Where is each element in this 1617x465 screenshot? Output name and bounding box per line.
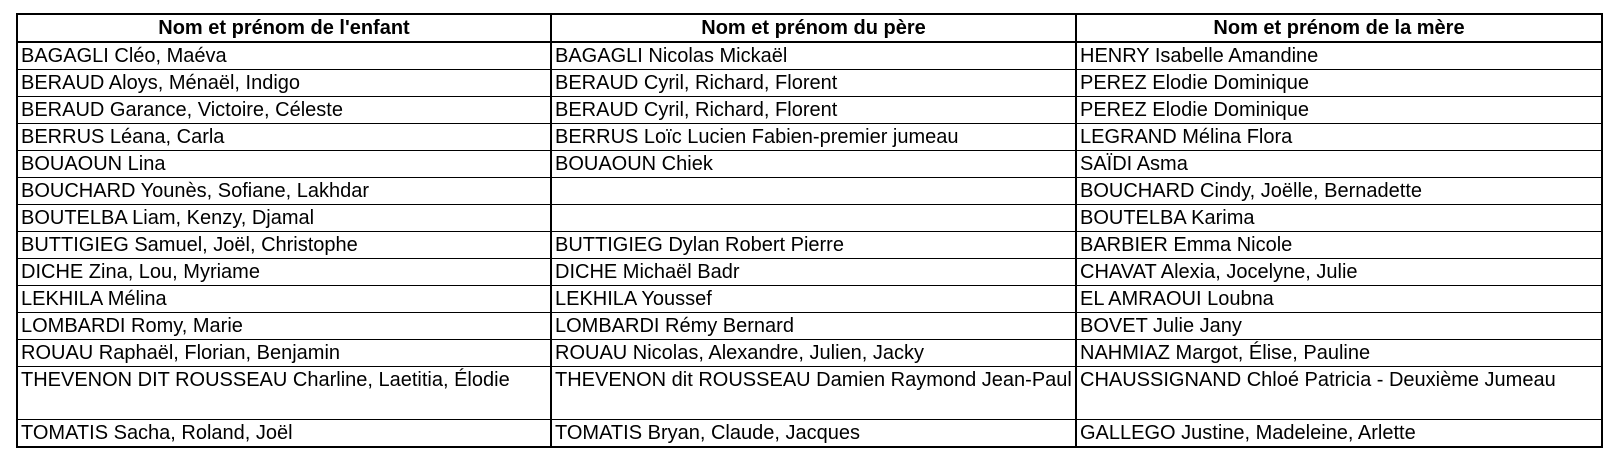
header-child-name: Nom et prénom de l'enfant	[17, 14, 551, 42]
child-name-cell: BERRUS Léana, Carla	[17, 124, 551, 151]
table-header-row	[17, 14, 1602, 42]
header-mother-name: Nom et prénom de la mère	[1076, 14, 1602, 42]
father-name-cell	[551, 178, 1076, 205]
mother-name-cell: BOUCHARD Cindy, Joëlle, Bernadette	[1076, 178, 1602, 205]
child-name-cell: LEKHILA Mélina	[17, 286, 551, 313]
birth-records-table	[16, 13, 1603, 448]
mother-name-cell: PEREZ Elodie Dominique	[1076, 97, 1602, 124]
table-row	[17, 42, 1602, 70]
father-name-cell: BERAUD Cyril, Richard, Florent	[551, 97, 1076, 124]
child-name-cell: DICHE Zina, Lou, Myriame	[17, 259, 551, 286]
mother-name-cell: NAHMIAZ Margot, Élise, Pauline	[1076, 340, 1602, 367]
table-row	[17, 420, 1602, 448]
father-name-cell	[551, 205, 1076, 232]
table-row	[17, 259, 1602, 286]
mother-name-cell: EL AMRAOUI Loubna	[1076, 286, 1602, 313]
table-row	[17, 124, 1602, 151]
father-name-cell: BERAUD Cyril, Richard, Florent	[551, 70, 1076, 97]
father-name-cell: ROUAU Nicolas, Alexandre, Julien, Jacky	[551, 340, 1076, 367]
child-name-cell: BOUAOUN Lina	[17, 151, 551, 178]
child-name-cell: BOUCHARD Younès, Sofiane, Lakhdar	[17, 178, 551, 205]
table-row	[17, 97, 1602, 124]
mother-name-cell: HENRY Isabelle Amandine	[1076, 42, 1602, 70]
mother-name-cell: PEREZ Elodie Dominique	[1076, 70, 1602, 97]
table-row	[17, 205, 1602, 232]
mother-name-cell: CHAVAT Alexia, Jocelyne, Julie	[1076, 259, 1602, 286]
father-name-cell: DICHE Michaël Badr	[551, 259, 1076, 286]
table-row	[17, 313, 1602, 340]
table-row	[17, 340, 1602, 367]
father-name-cell: LEKHILA Youssef	[551, 286, 1076, 313]
child-name-cell: BERAUD Garance, Victoire, Céleste	[17, 97, 551, 124]
mother-name-cell: BARBIER Emma Nicole	[1076, 232, 1602, 259]
father-name-cell: BERRUS Loïc Lucien Fabien-premier jumeau	[551, 124, 1076, 151]
table-row	[17, 70, 1602, 97]
father-name-cell: BAGAGLI Nicolas Mickaël	[551, 42, 1076, 70]
table-row	[17, 232, 1602, 259]
child-name-cell: BOUTELBA Liam, Kenzy, Djamal	[17, 205, 551, 232]
child-name-cell: THEVENON DIT ROUSSEAU Charline, Laetitia, Élodie	[17, 367, 551, 420]
mother-name-cell: BOUTELBA Karima	[1076, 205, 1602, 232]
child-name-cell: BERAUD Aloys, Ménaël, Indigo	[17, 70, 551, 97]
table-row	[17, 367, 1602, 420]
father-name-cell: BOUAOUN Chiek	[551, 151, 1076, 178]
child-name-cell: TOMATIS Sacha, Roland, Joël	[17, 420, 551, 448]
document-table-container	[16, 13, 1601, 448]
mother-name-cell: SAÏDI Asma	[1076, 151, 1602, 178]
table-row	[17, 151, 1602, 178]
father-name-cell: BUTTIGIEG Dylan Robert Pierre	[551, 232, 1076, 259]
mother-name-cell: LEGRAND Mélina Flora	[1076, 124, 1602, 151]
child-name-cell: ROUAU Raphaël, Florian, Benjamin	[17, 340, 551, 367]
table-row	[17, 286, 1602, 313]
child-name-cell: BUTTIGIEG Samuel, Joël, Christophe	[17, 232, 551, 259]
father-name-cell: THEVENON dit ROUSSEAU Damien Raymond Jean-Paul	[551, 367, 1076, 420]
child-name-cell: LOMBARDI Romy, Marie	[17, 313, 551, 340]
father-name-cell: TOMATIS Bryan, Claude, Jacques	[551, 420, 1076, 448]
table-row	[17, 178, 1602, 205]
child-name-cell: BAGAGLI Cléo, Maéva	[17, 42, 551, 70]
mother-name-cell: BOVET Julie Jany	[1076, 313, 1602, 340]
father-name-cell: LOMBARDI Rémy Bernard	[551, 313, 1076, 340]
mother-name-cell: CHAUSSIGNAND Chloé Patricia - Deuxième Jumeau	[1076, 367, 1602, 420]
mother-name-cell: GALLEGO Justine, Madeleine, Arlette	[1076, 420, 1602, 448]
header-father-name: Nom et prénom du père	[551, 14, 1076, 42]
